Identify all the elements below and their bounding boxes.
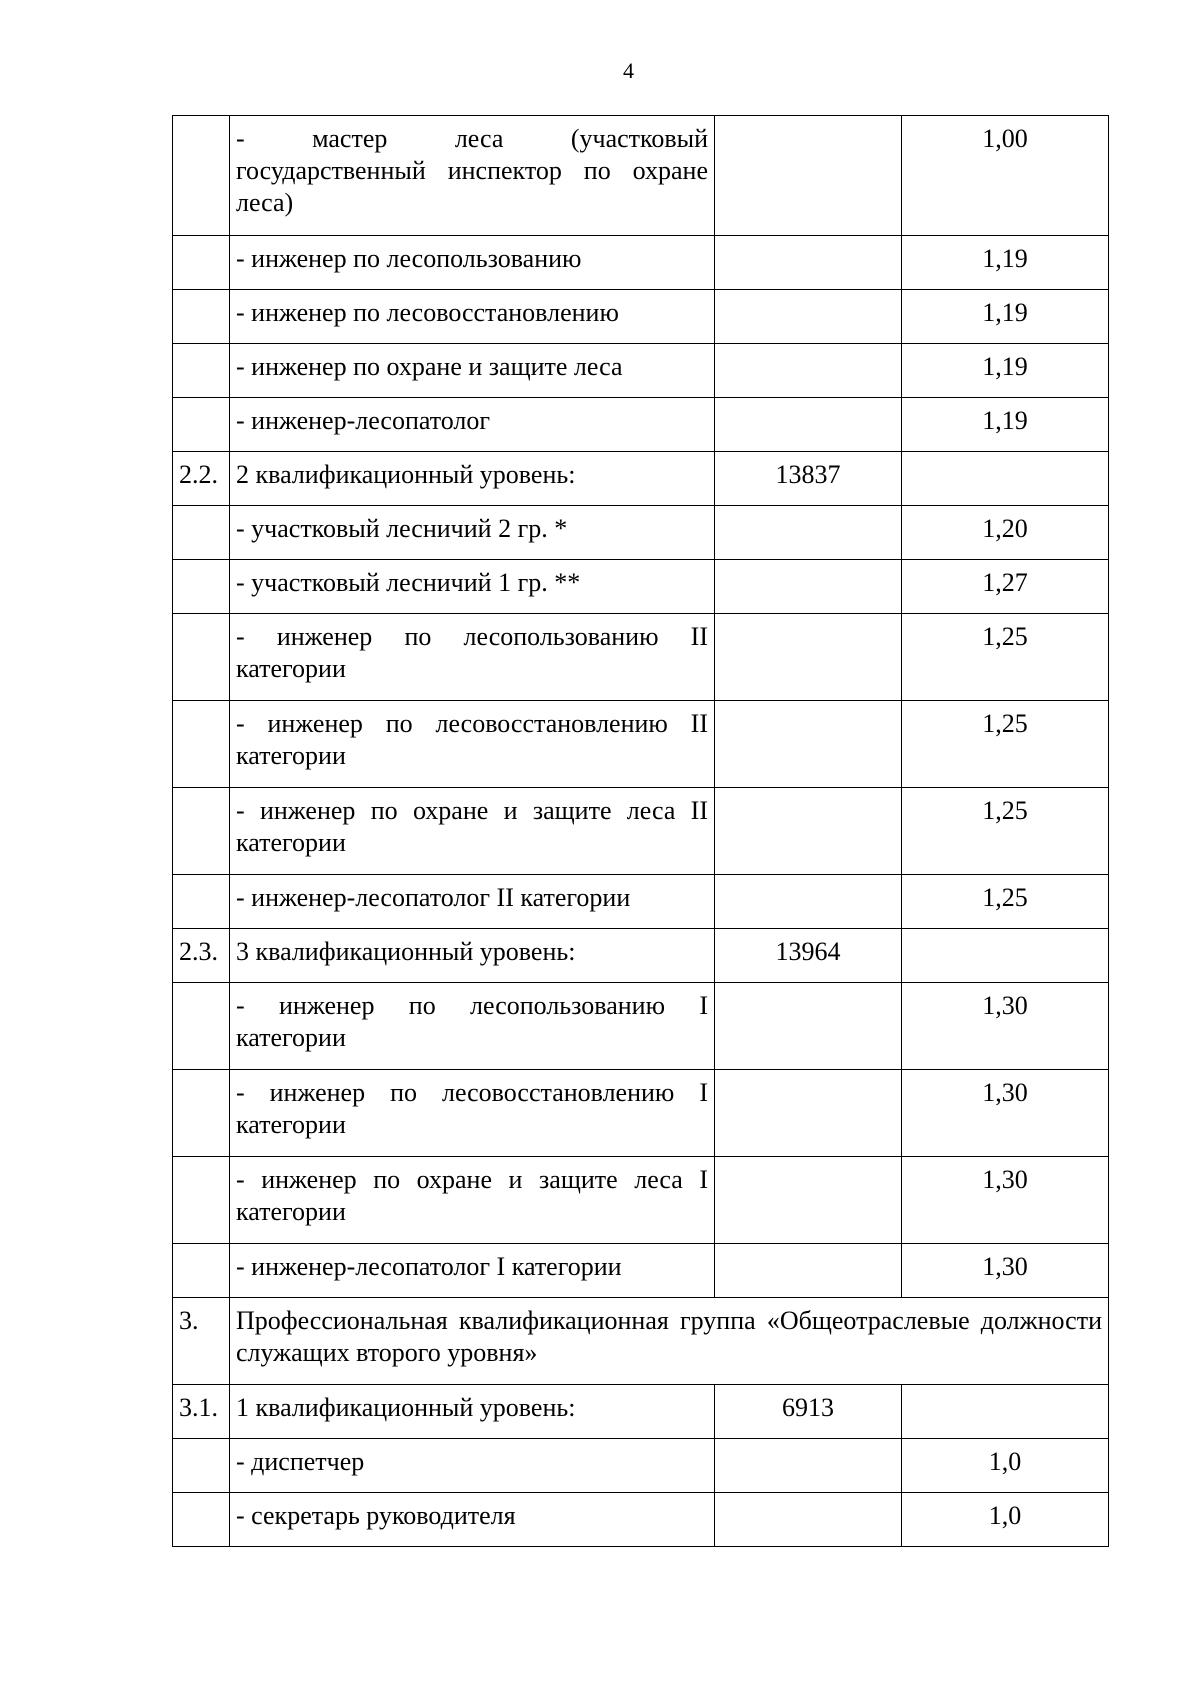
row-number-cell: 3. <box>173 1298 230 1385</box>
position-name-cell: - инженер по лесопользованию <box>230 236 715 290</box>
salary-cell <box>715 344 902 398</box>
coefficient-cell: 1,25 <box>902 701 1109 788</box>
staff-table-body <box>173 116 1109 1547</box>
position-name-cell: - секретарь руководителя <box>230 1493 715 1547</box>
salary-cell <box>715 116 902 236</box>
salary-cell <box>715 1439 902 1493</box>
table-row <box>173 614 1109 701</box>
salary-cell <box>715 236 902 290</box>
salary-cell: 13837 <box>715 452 902 506</box>
table-row <box>173 1070 1109 1157</box>
position-name-cell: - инженер-лесопатолог I категории <box>230 1244 715 1298</box>
row-number-cell <box>173 788 230 875</box>
position-name-cell: - инженер по охране и защите леса <box>230 344 715 398</box>
row-number-cell <box>173 116 230 236</box>
position-name-cell: - инженер по лесовосстановлению <box>230 290 715 344</box>
coefficient-cell <box>902 1385 1109 1439</box>
salary-cell <box>715 506 902 560</box>
salary-cell: 6913 <box>715 1385 902 1439</box>
staff-table <box>172 115 1109 1547</box>
coefficient-cell: 1,00 <box>902 116 1109 236</box>
row-number-cell <box>173 1244 230 1298</box>
coefficient-cell: 1,25 <box>902 788 1109 875</box>
salary-cell <box>715 560 902 614</box>
group-title-cell: Профессиональная квалификационная группа «Общеотраслевые должности служащих второго уровня» <box>230 1298 1109 1385</box>
table-row <box>173 290 1109 344</box>
row-number-cell <box>173 506 230 560</box>
row-number-cell <box>173 983 230 1070</box>
position-name-cell: - инженер по охране и защите леса II категории <box>230 788 715 875</box>
row-number-cell: 2.2. <box>173 452 230 506</box>
row-number-cell <box>173 1070 230 1157</box>
coefficient-cell: 1,0 <box>902 1493 1109 1547</box>
row-number-cell <box>173 875 230 929</box>
position-name-cell: - инженер по лесопользованию I категории <box>230 983 715 1070</box>
salary-cell <box>715 290 902 344</box>
table-row <box>173 344 1109 398</box>
salary-cell <box>715 398 902 452</box>
table-row <box>173 875 1109 929</box>
coefficient-cell: 1,25 <box>902 875 1109 929</box>
position-name-cell: - инженер по лесопользованию II категории <box>230 614 715 701</box>
table-row <box>173 1385 1109 1439</box>
table-row <box>173 452 1109 506</box>
row-number-cell <box>173 1439 230 1493</box>
coefficient-cell <box>902 929 1109 983</box>
coefficient-cell: 1,20 <box>902 506 1109 560</box>
row-number-cell <box>173 236 230 290</box>
table-row <box>173 788 1109 875</box>
row-number-cell <box>173 290 230 344</box>
coefficient-cell: 1,30 <box>902 1244 1109 1298</box>
coefficient-cell: 1,27 <box>902 560 1109 614</box>
table-row <box>173 398 1109 452</box>
table-row <box>173 1493 1109 1547</box>
table-row <box>173 560 1109 614</box>
coefficient-cell: 1,30 <box>902 1070 1109 1157</box>
salary-cell <box>715 614 902 701</box>
position-name-cell: 3 квалификационный уровень: <box>230 929 715 983</box>
row-number-cell: 2.3. <box>173 929 230 983</box>
salary-cell <box>715 788 902 875</box>
salary-cell <box>715 983 902 1070</box>
coefficient-cell: 1,19 <box>902 398 1109 452</box>
position-name-cell: 2 квалификационный уровень: <box>230 452 715 506</box>
coefficient-cell: 1,19 <box>902 344 1109 398</box>
page-number: 4 <box>623 58 634 83</box>
row-number-cell: 3.1. <box>173 1385 230 1439</box>
row-number-cell <box>173 1157 230 1244</box>
table-row <box>173 1298 1109 1385</box>
coefficient-cell: 1,30 <box>902 983 1109 1070</box>
row-number-cell <box>173 1493 230 1547</box>
position-name-cell: - инженер-лесопатолог <box>230 398 715 452</box>
salary-cell <box>715 1157 902 1244</box>
position-name-cell: - инженер по лесовосстановлению II категории <box>230 701 715 788</box>
position-name-cell: - диспетчер <box>230 1439 715 1493</box>
salary-cell <box>715 1070 902 1157</box>
row-number-cell <box>173 398 230 452</box>
salary-cell <box>715 701 902 788</box>
position-name-cell: - инженер-лесопатолог II категории <box>230 875 715 929</box>
position-name-cell: - инженер по лесовосстановлению I категории <box>230 1070 715 1157</box>
coefficient-cell: 1,25 <box>902 614 1109 701</box>
coefficient-cell <box>902 452 1109 506</box>
salary-cell <box>715 1493 902 1547</box>
salary-cell: 13964 <box>715 929 902 983</box>
table-row <box>173 506 1109 560</box>
table-row <box>173 701 1109 788</box>
table-row <box>173 929 1109 983</box>
salary-cell <box>715 1244 902 1298</box>
row-number-cell <box>173 614 230 701</box>
table-row <box>173 236 1109 290</box>
table-row <box>173 1439 1109 1493</box>
table-row <box>173 1244 1109 1298</box>
row-number-cell <box>173 560 230 614</box>
row-number-cell <box>173 344 230 398</box>
salary-cell <box>715 875 902 929</box>
position-name-cell: - участковый лесничий 1 гр. ** <box>230 560 715 614</box>
table-row <box>173 116 1109 236</box>
coefficient-cell: 1,19 <box>902 236 1109 290</box>
position-name-cell: - инженер по охране и защите леса I категории <box>230 1157 715 1244</box>
coefficient-cell: 1,0 <box>902 1439 1109 1493</box>
coefficient-cell: 1,30 <box>902 1157 1109 1244</box>
position-name-cell: - участковый лесничий 2 гр. * <box>230 506 715 560</box>
position-name-cell: 1 квалификационный уровень: <box>230 1385 715 1439</box>
table-row <box>173 1157 1109 1244</box>
row-number-cell <box>173 701 230 788</box>
coefficient-cell: 1,19 <box>902 290 1109 344</box>
position-name-cell: - мастер леса (участковый государственный инспектор по охране леса) <box>230 116 715 236</box>
table-row <box>173 983 1109 1070</box>
